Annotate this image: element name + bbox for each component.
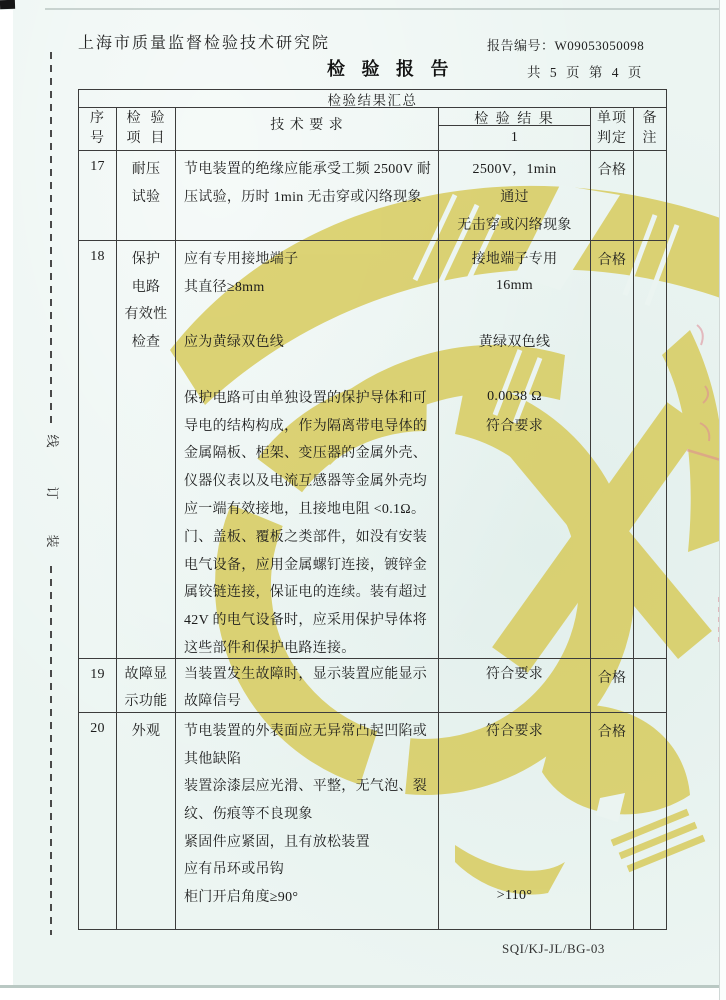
item-line: 检查 <box>131 335 161 351</box>
tech-line: 装置涂漆层应光滑、平整，无气泡、裂 <box>184 779 428 795</box>
header-text: 检 验 结 果 <box>439 108 590 126</box>
item-line: 示功能 <box>124 693 168 709</box>
binding-char-zhuang: 装 <box>45 534 60 548</box>
header-text: 检 验 <box>126 111 166 126</box>
header-text: 单项 <box>597 111 627 126</box>
item-line: 耐压 <box>131 162 161 177</box>
header-text: 备 <box>642 111 658 126</box>
scan-top-edge <box>45 8 726 10</box>
result-line: 符合要求 <box>485 723 544 739</box>
verdict-cell: 合格 <box>591 659 634 713</box>
result-line: >110° <box>496 887 533 903</box>
binding-dashed-line-top <box>50 52 52 424</box>
result-line: 符合要求 <box>485 418 544 434</box>
header-text: 技 术 要 求 <box>270 118 344 133</box>
page-title: 检 验 报 告 <box>327 59 455 79</box>
binding-dashed-line-bottom <box>50 566 52 935</box>
binding-char-ding: 订 <box>45 486 60 500</box>
item-line: 保护 <box>131 251 161 267</box>
result-line: 黄绿双色线 <box>478 335 551 351</box>
item-line: 外观 <box>131 723 161 739</box>
scan-bottom-margin <box>0 988 726 1000</box>
stamp-mark-2 <box>703 386 708 403</box>
tech-line: 应为黄绿双色线 <box>184 335 285 351</box>
seq-cell: 17 <box>79 151 117 241</box>
result-line: 符合要求 <box>485 666 544 682</box>
tech-line: 属铰链连接，保证电的连续。装有超过 <box>184 585 428 601</box>
result-line: 2500V，1min <box>472 162 557 177</box>
tech-line: 其直径≥8mm <box>184 279 265 295</box>
verdict-cell: 合格 <box>591 241 634 659</box>
scan-corner-mark <box>0 0 15 9</box>
tech-line: 节电装置的绝缘应能承受工频 2500V 耐 <box>184 162 432 177</box>
header-text: 判定 <box>597 131 627 146</box>
form-code: SQI/KJ-JL/BG-03 <box>502 941 605 956</box>
tech-line: 金属隔板、柜架、变压器的金属外壳、 <box>184 446 428 462</box>
item-line: 有效性 <box>124 307 168 323</box>
tech-line: 应有专用接地端子 <box>184 251 299 267</box>
tech-line: 当装置发生故障时，显示装置应能显示 <box>184 666 428 682</box>
tech-line: 导电的结构构成，作为隔离带电导体的 <box>184 418 428 434</box>
binding-char-xian: 线 <box>45 434 60 448</box>
page-count: 共 5 页 第 4 页 <box>527 65 645 80</box>
tech-line: 柜门开启角度≥90° <box>184 889 299 905</box>
result-line: 0.0038 Ω <box>487 388 542 404</box>
tech-line: 应有吊环或吊钩 <box>184 862 285 878</box>
item-line: 故障显 <box>124 666 168 682</box>
result-sample-number: 1 <box>510 130 519 145</box>
org-name: 上海市质量监督检验技术研究院 <box>78 35 331 52</box>
seq-cell: 20 <box>79 713 117 929</box>
header-text: 序 <box>90 111 105 126</box>
scan-right-edge <box>719 0 726 1000</box>
tech-line: 故障信号 <box>184 693 242 709</box>
tech-line: 压试验，历时 1min 无击穿或闪络现象 <box>184 190 422 205</box>
summary-title: 检验结果汇总 <box>79 90 666 108</box>
item-line: 试验 <box>131 190 161 205</box>
item-line: 电路 <box>131 279 161 295</box>
tech-line: 保护电路可由单独设置的保护导体和可 <box>184 390 428 406</box>
verdict-cell: 合格 <box>591 713 634 929</box>
header-text: 号 <box>90 131 105 146</box>
result-line: 无击穿或闪络现象 <box>457 218 572 233</box>
tech-line: 这些部件和保护电路连接。 <box>184 641 356 657</box>
tech-line: 紧固件应紧固，且有放松装置 <box>184 834 370 850</box>
tech-line: 节电装置的外表面应无异常凸起凹陷或 <box>184 723 428 739</box>
tech-line: 门、盖板、覆板之类部件，如没有安装 <box>184 529 428 545</box>
header-text: 注 <box>642 131 658 146</box>
result-line: 接地端子专用 <box>471 251 558 267</box>
verdict-cell: 合格 <box>591 151 634 241</box>
stamp-mark-1 <box>697 325 703 345</box>
stamp-mark-3 <box>700 423 709 441</box>
scan-left-margin <box>0 10 13 1000</box>
tech-line: 其他缺陷 <box>184 751 242 767</box>
tech-line: 电气设备，应用金属螺钉连接，镀锌金 <box>184 557 428 573</box>
tech-line: 42V 的电气设备时，应采用保护导体将 <box>184 613 428 629</box>
result-line: 16mm <box>496 277 533 293</box>
tech-line: 应一端有效接地，且接地电阻 <0.1Ω。 <box>184 502 426 518</box>
header-text: 项 目 <box>126 131 166 146</box>
result-line: 通过 <box>500 190 529 205</box>
report-number: 报告编号：W09053050098 <box>487 38 645 53</box>
tech-line: 纹、伤痕等不良现象 <box>184 806 313 822</box>
seq-cell: 18 <box>79 241 117 659</box>
tech-line: 仪器仪表以及电流互感器等金属外壳均 <box>184 474 428 490</box>
seq-cell: 19 <box>79 659 117 713</box>
